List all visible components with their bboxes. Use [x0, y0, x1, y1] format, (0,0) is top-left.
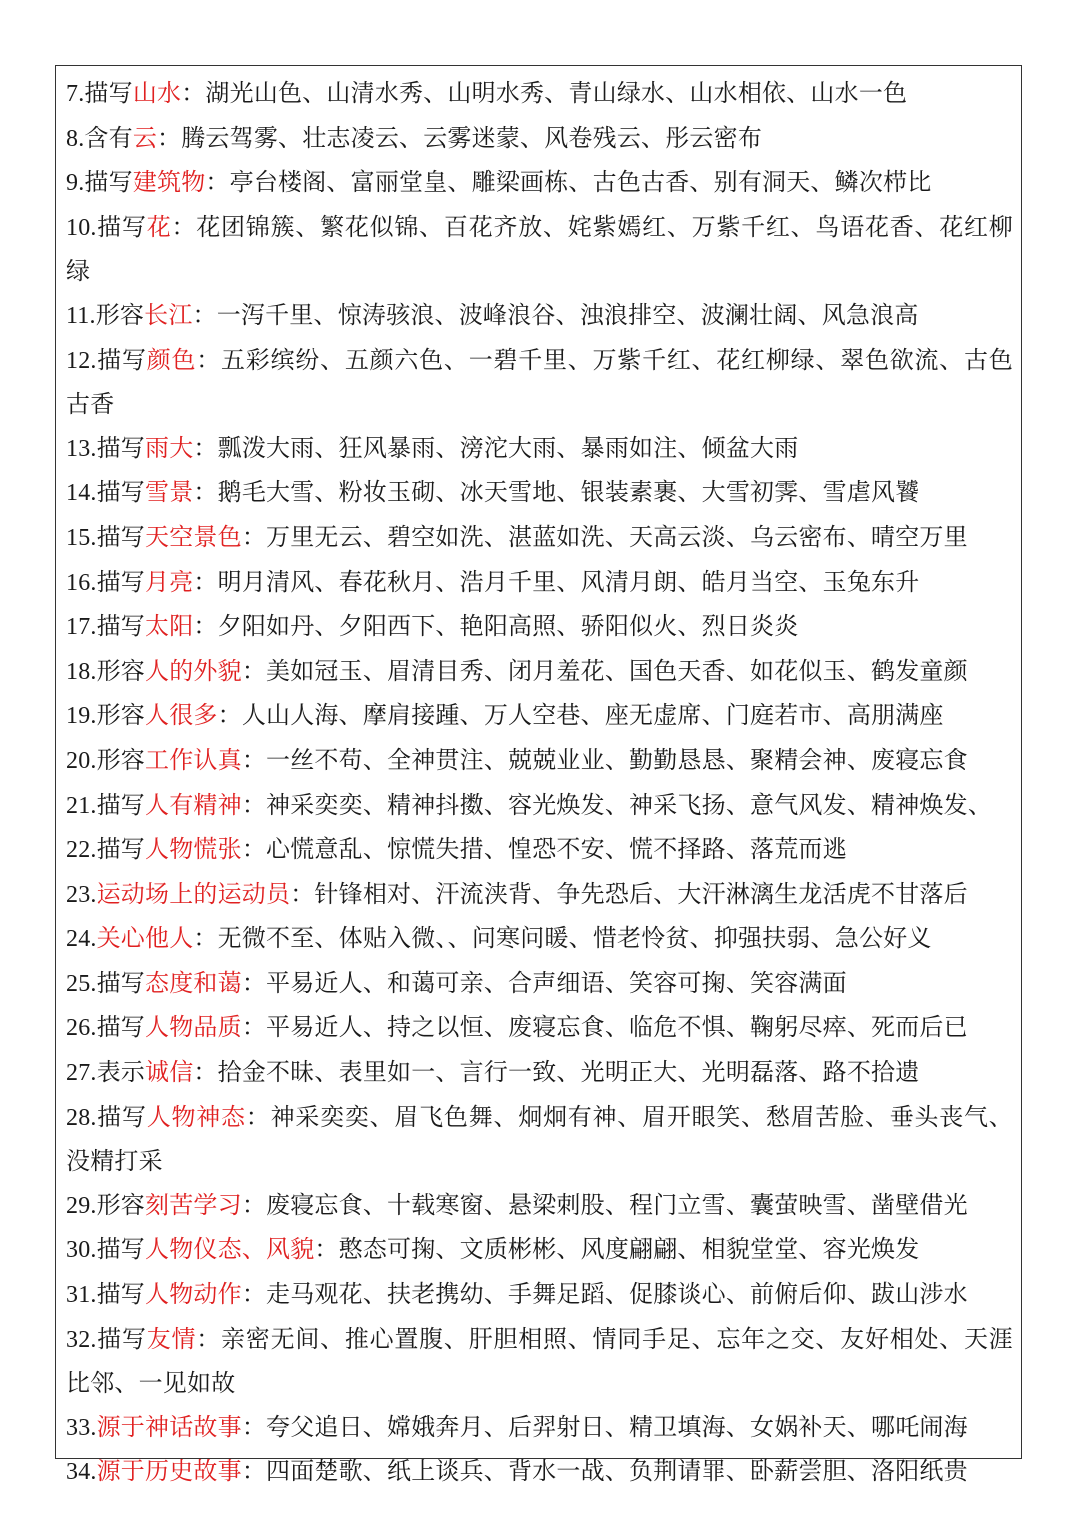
entry-keyword: 态度和蔼 [145, 968, 242, 997]
idiom-entry [66, 161, 1013, 206]
idiom-entry [66, 206, 1013, 294]
entry-prefix: 描写 [96, 522, 146, 551]
idiom-entry [66, 1006, 1013, 1051]
entry-number: 24. [66, 926, 97, 953]
entry-keyword: 月亮 [145, 567, 194, 596]
entry-keyword: 雪景 [145, 478, 194, 507]
entry-number: 22. [66, 837, 97, 864]
entry-idioms: ：夸父追日、嫦娥奔月、后羿射日、精卫填海、女娲补天、哪吒闹海 [241, 1412, 968, 1441]
entry-number: 20. [66, 747, 97, 774]
entry-number: 23. [66, 881, 97, 908]
entry-idioms: ：废寝忘食、十载寒窗、悬梁刺股、程门立雪、囊萤映雪、凿壁借光 [241, 1190, 968, 1219]
entry-keyword: 长江 [144, 300, 193, 329]
entry-idioms: ：万里无云、碧空如洗、湛蓝如洗、天高云淡、乌云密布、晴空万里 [241, 522, 968, 551]
entry-idioms: ：亭台楼阁、富丽堂皇、雕梁画栋、古色古香、别有洞天、鳞次栉比 [205, 168, 932, 197]
idiom-entry [66, 1406, 1013, 1451]
entry-idioms: ：一丝不苟、全神贯注、兢兢业业、勤勤恳恳、聚精会神、废寝忘食 [241, 745, 968, 774]
idiom-entry [66, 1318, 1013, 1406]
entry-idioms: ：平易近人、持之以恒、废寝忘食、临危不惧、鞠躬尽瘁、死而后已 [241, 1013, 968, 1042]
entry-prefix: 含有 [84, 123, 133, 152]
idiom-entry [66, 962, 1013, 1007]
entry-keyword: 人物动作 [145, 1280, 242, 1309]
entry-idioms: ：美如冠玉、眉清目秀、闭月羞花、国色天香、如花似玉、鹤发童颜 [241, 656, 968, 685]
entry-keyword: 花 [146, 212, 172, 241]
entry-prefix: 描写 [96, 1102, 147, 1131]
entry-prefix: 描写 [96, 433, 146, 462]
entry-prefix: 描写 [96, 567, 146, 596]
idiom-entry [66, 873, 1013, 918]
idiom-list [66, 72, 1013, 1495]
entry-keyword: 人有精神 [145, 790, 242, 819]
entry-number: 21. [66, 792, 97, 819]
entry-idioms: ：夕阳如丹、夕阳西下、艳阳高照、骄阳似火、烈日炎炎 [193, 612, 799, 641]
entry-number: 13. [66, 435, 97, 462]
entry-prefix: 表示 [96, 1058, 146, 1087]
entry-prefix: 描写 [96, 612, 146, 641]
entry-number: 27. [66, 1060, 97, 1087]
entry-prefix: 形容 [96, 745, 146, 774]
idiom-entry [66, 739, 1013, 784]
entry-idioms: ：五彩缤纷、五颜六色、一碧千里、万紫千红、花红柳绿、翠色欲流、古色古香 [66, 345, 1013, 419]
idiom-entry [66, 1273, 1013, 1318]
idiom-entry [66, 471, 1013, 516]
entry-idioms: ：一泻千里、惊涛骇浪、波峰浪谷、浊浪排空、波澜壮阔、风急浪高 [192, 300, 919, 329]
entry-keyword: 人物仪态、风貌 [145, 1235, 315, 1264]
entry-prefix: 描写 [96, 1324, 147, 1353]
idiom-entry [66, 294, 1013, 339]
idiom-entry [66, 1184, 1013, 1229]
entry-idioms: ：平易近人、和蔼可亲、合声细语、笑容可掬、笑容满面 [241, 968, 847, 997]
entry-idioms: ：湖光山色、山清水秀、山明水秀、青山绿水、山水相依、山水一色 [181, 79, 908, 107]
entry-keyword: 人物慌张 [145, 835, 242, 864]
entry-prefix: 描写 [96, 968, 146, 997]
idiom-entry [66, 917, 1013, 962]
entry-number: 31. [66, 1282, 97, 1309]
entry-idioms: ：憨态可掬、文质彬彬、风度翩翩、相貌堂堂、容光焕发 [314, 1235, 920, 1264]
entry-idioms: ：神采奕奕、眉飞色舞、炯炯有神、眉开眼笑、愁眉苦脸、垂头丧气、没精打采 [66, 1102, 1013, 1176]
entry-keyword: 人的外貌 [145, 656, 242, 685]
entry-keyword: 雨大 [145, 433, 194, 462]
entry-idioms: ：心慌意乱、惊慌失措、惶恐不安、慌不择路、落荒而逃 [241, 835, 847, 864]
entry-number: 33. [66, 1414, 97, 1441]
idiom-entry [66, 117, 1013, 162]
entry-prefix: 描写 [96, 790, 146, 819]
entry-keyword: 人物品质 [145, 1013, 242, 1042]
idiom-entry [66, 694, 1013, 739]
entry-keyword: 颜色 [146, 345, 197, 374]
idiom-entry [66, 1096, 1013, 1184]
entry-idioms: ：花团锦簇、繁花似锦、百花齐放、姹紫嫣红、万紫千红、鸟语花香、花红柳绿 [66, 212, 1013, 286]
entry-keyword: 人很多 [145, 701, 218, 730]
entry-prefix: 描写 [96, 1013, 146, 1042]
entry-number: 11. [66, 302, 96, 329]
idiom-entry [66, 561, 1013, 606]
entry-keyword: 工作认真 [145, 745, 242, 774]
entry-number: 9. [66, 170, 85, 197]
idiom-entry [66, 605, 1013, 650]
entry-idioms: ：瓢泼大雨、狂风暴雨、滂沱大雨、暴雨如注、倾盆大雨 [193, 433, 799, 462]
entry-prefix: 描写 [84, 79, 133, 107]
entry-number: 7. [66, 81, 85, 107]
entry-number: 28. [66, 1104, 97, 1131]
entry-keyword: 人物神态 [146, 1102, 246, 1131]
entry-idioms: ：人山人海、摩肩接踵、万人空巷、座无虚席、门庭若市、高朋满座 [217, 701, 944, 730]
entry-idioms: ：鹅毛大雪、粉妆玉砌、冰天雪地、银装素裹、大雪初霁、雪虐风饕 [193, 478, 920, 507]
idiom-entry [66, 650, 1013, 695]
entry-idioms: ：无微不至、体贴入微、、问寒问暖、惜老怜贫、抑强扶弱、急公好义 [193, 924, 932, 953]
entry-keyword: 山水 [132, 79, 182, 107]
entry-number: 30. [66, 1237, 97, 1264]
idiom-list-frame [55, 65, 1022, 1486]
entry-number: 15. [66, 524, 97, 551]
idiom-entry [66, 1450, 1013, 1495]
entry-number: 18. [66, 658, 97, 685]
entry-keyword: 诚信 [145, 1058, 194, 1087]
entry-number: 16. [66, 569, 97, 596]
entry-idioms: ：四面楚歌、纸上谈兵、背水一战、负荆请罪、卧薪尝胆、洛阳纸贵 [241, 1457, 968, 1486]
entry-keyword: 关心他人 [96, 924, 194, 953]
idiom-entry [66, 72, 1013, 117]
entry-number: 19. [66, 703, 97, 730]
entry-keyword: 源于神话故事 [96, 1412, 242, 1441]
entry-prefix: 描写 [96, 478, 146, 507]
entry-number: 26. [66, 1015, 97, 1042]
entry-keyword: 建筑物 [132, 168, 206, 197]
entry-prefix: 描写 [96, 212, 147, 241]
entry-keyword: 运动场上的运动员 [96, 879, 291, 908]
entry-prefix: 描写 [84, 168, 133, 197]
entry-number: 14. [66, 480, 97, 507]
idiom-entry [66, 1228, 1013, 1273]
entry-number: 32. [66, 1326, 97, 1353]
entry-keyword: 友情 [146, 1324, 197, 1353]
entry-number: 12. [66, 347, 97, 374]
idiom-entry [66, 427, 1013, 472]
idiom-entry [66, 828, 1013, 873]
entry-idioms: ：拾金不昧、表里如一、言行一致、光明正大、光明磊落、路不拾遗 [193, 1058, 920, 1087]
entry-prefix: 描写 [96, 345, 147, 374]
entry-prefix: 形容 [96, 701, 146, 730]
entry-idioms: ：腾云驾雾、壮志凌云、云雾迷蒙、风卷残云、彤云密布 [157, 123, 763, 152]
entry-number: 25. [66, 970, 97, 997]
entry-prefix: 形容 [95, 300, 145, 329]
entry-number: 10. [66, 214, 97, 241]
entry-prefix: 描写 [96, 1235, 146, 1264]
entry-idioms: ：亲密无间、推心置腹、肝胆相照、情同手足、忘年之交、友好相处、天涯比邻、一见如故 [66, 1324, 1013, 1398]
idiom-entry [66, 339, 1013, 427]
idiom-entry [66, 784, 1013, 829]
entry-idioms: ：走马观花、扶老携幼、手舞足蹈、促膝谈心、前俯后仰、跋山涉水 [241, 1280, 968, 1309]
entry-prefix: 描写 [96, 1280, 146, 1309]
idiom-entry [66, 516, 1013, 561]
entry-idioms: ：神采奕奕、精神抖擞、容光焕发、神采飞扬、意气风发、精神焕发、 [241, 790, 993, 819]
entry-idioms: ：明月清风、春花秋月、浩月千里、风清月朗、皓月当空、玉兔东升 [193, 567, 920, 596]
entry-idioms: ：针锋相对、汗流浃背、争先恐后、大汗淋漓生龙活虎不甘落后 [290, 879, 968, 908]
entry-keyword: 源于历史故事 [96, 1457, 242, 1486]
entry-number: 34. [66, 1459, 97, 1486]
entry-number: 29. [66, 1192, 97, 1219]
entry-keyword: 太阳 [145, 612, 194, 641]
entry-keyword: 天空景色 [145, 522, 242, 551]
entry-prefix: 形容 [96, 1190, 146, 1219]
entry-number: 8. [66, 125, 85, 152]
entry-keyword: 云 [132, 123, 158, 152]
idiom-entry [66, 1051, 1013, 1096]
entry-keyword: 刻苦学习 [145, 1190, 242, 1219]
entry-prefix: 描写 [96, 835, 146, 864]
entry-number: 17. [66, 614, 97, 641]
entry-prefix: 形容 [96, 656, 146, 685]
